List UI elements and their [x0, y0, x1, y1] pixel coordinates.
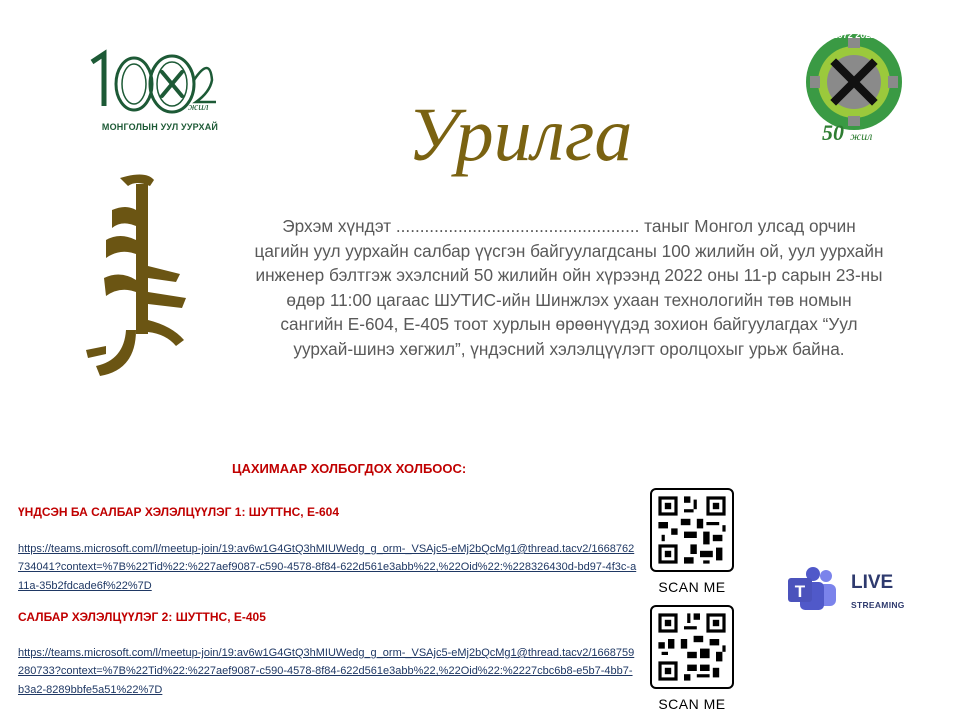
invitation-text: Эрхэм хүндэт ................................................... таныг Монгол улсад орчин цагийн уул уурхайн салбар үүсгэн байгуулагдсаны 100 жилийн ой, уул уурхайн инженер бэлтгэж эхэлсний 50 жилийн ойн хүрээнд 2022 оны 11-р сарын 23-ны өдөр 11:00 цагаас ШУТИС-ийн Шинжлэх ухаан технологийн төв номын сангийн Е-604, Е-405 тоот хурлын өрөөнүүдэд зохион байгуулагдах “Уул уурхай-шинэ хөгжил”, үндэсний хэлэлцүүлэгт оролцохыг урьж байна.: [254, 216, 884, 359]
svg-text:жил: жил: [188, 101, 209, 113]
svg-text:T: T: [794, 582, 806, 601]
svg-text:Урилга: Урилга: [407, 93, 633, 177]
qr-pattern: [652, 607, 732, 687]
scan-me-label: SCAN ME: [658, 579, 726, 595]
svg-text:50: 50: [822, 120, 844, 145]
qr-code-icon[interactable]: [650, 488, 734, 572]
mongolian-script-calligraphy-icon: [76, 170, 196, 390]
svg-text:1972 2022: 1972 2022: [832, 30, 876, 40]
live-label: LIVE: [851, 572, 894, 593]
scan-me-label: SCAN ME: [658, 696, 726, 712]
microsoft-teams-icon: [786, 566, 838, 612]
mining-50-years-emblem-icon: [800, 22, 908, 148]
session-1-title: ҮНДСЭН БА САЛБАР ХЭЛЭЛЦҮҮЛЭГ 1: ШУТТНС, Е-604: [18, 505, 339, 519]
qr-code-icon[interactable]: [650, 605, 734, 689]
svg-text:жил: жил: [850, 129, 873, 143]
invitation-title: [380, 80, 660, 200]
session-2-title: САЛБАР ХЭЛЭЛЦҮҮЛЭГ 2: ШУТТНС, Е-405: [18, 610, 266, 624]
session-1-teams-link[interactable]: https://teams.microsoft.com/l/meetup-join/19:av6w1G4GtQ3hMIUWedg_g_orm-_VSAjc5-eMj2bQcMg1@thread.tacv2/1668762734041?context=%7B%22Tid%22:%227aef9087-c590-4578-8f84-622d561e3abb%22,%22Oid%22:%228326430d-bd97-4f3c-a11a-35b2fdcade6f%22%7D: [18, 543, 637, 592]
logo-caption: МОНГОЛЫН УУЛ УУРХАЙ: [101, 122, 219, 132]
streaming-label: STREAMING: [851, 600, 905, 610]
session-2-teams-link[interactable]: https://teams.microsoft.com/l/meetup-join/19:av6w1G4GtQ3hMIUWedg_g_orm-_VSAjc5-eMj2bQcMg1@thread.tacv2/1668759280733?context=%7B%22Tid%22:%227aef9087-c590-4578-8f84-622d561e3abb%22,%22Oid%22:%2227cbc6b8-e5b7-4bb7-b3a2-8289bbfe5a51%22%7D: [18, 647, 635, 696]
qr-pattern: [652, 490, 732, 570]
online-links-heading: ЦАХИМААР ХОЛБОГДОХ ХОЛБООС:: [232, 461, 467, 476]
